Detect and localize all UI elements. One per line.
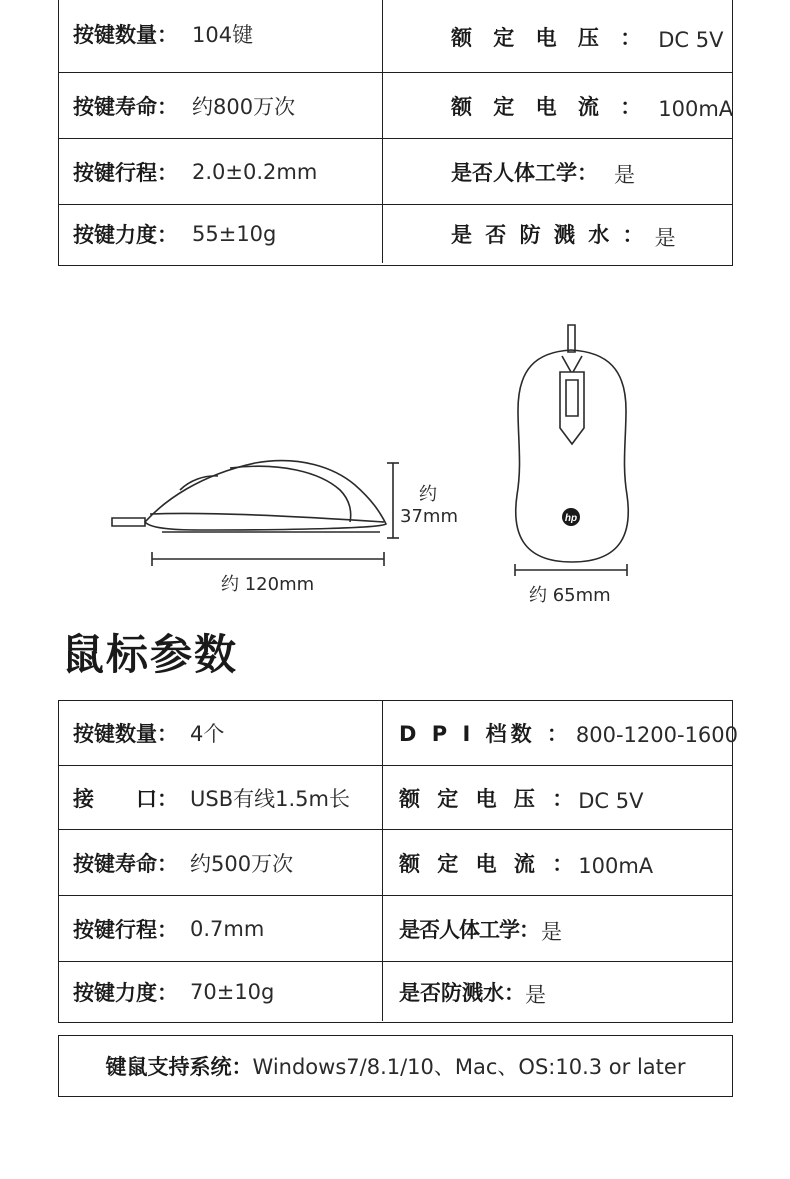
spec-label: 按键寿命： [73, 851, 178, 876]
height-label-approx: 约 [419, 484, 437, 505]
section-title: 鼠标参数 [62, 630, 239, 679]
spec-label: 额 定 电 压 ： [399, 786, 579, 811]
spec-value: 是 [541, 919, 562, 944]
table-row [59, 961, 732, 1021]
table-row [59, 765, 732, 829]
spec-label: 按键数量： [73, 23, 178, 47]
spec-label: 额 定 电 压 ： [451, 26, 649, 50]
spec-label: 是否人体工学： [399, 917, 539, 942]
spec-label: 按键力度： [73, 980, 178, 1005]
height-dimension-line [387, 463, 399, 538]
spec-label: 按键行程： [73, 160, 178, 185]
length-dimension-line [152, 552, 384, 566]
os-support-box [58, 1035, 733, 1097]
spec-label: 额 定 电 流 ： [451, 94, 649, 119]
spec-value: 104键 [192, 23, 254, 47]
spec-value: USB有线1.5m长 [190, 786, 350, 811]
mouse-top-view [516, 325, 629, 562]
mouse-spec-table [58, 700, 739, 1023]
length-label: 约 120mm [221, 574, 315, 595]
hp-logo-text: hp [564, 513, 578, 524]
keyboard-spec-table [58, 0, 733, 266]
spec-value: 2.0±0.2mm [192, 159, 318, 184]
spec-value: DC 5V [578, 788, 644, 813]
spec-label: 是 否 防 溅 水 ： [451, 223, 647, 247]
spec-value: 是 [654, 226, 676, 250]
spec-value: 70±10g [190, 979, 275, 1004]
spec-label: D P I 档数 ： [399, 722, 572, 746]
table-row [59, 72, 732, 138]
table-row [59, 0, 732, 72]
spec-label: 是否人体工学： [451, 160, 598, 185]
spec-value: 约800万次 [192, 94, 296, 119]
hp-logo [562, 508, 580, 526]
width-dimension-line [515, 564, 627, 576]
table-row [59, 701, 739, 765]
mouse-side-view [112, 461, 386, 532]
table-row [59, 895, 732, 961]
spec-label: 按键寿命： [73, 94, 178, 119]
spec-value: 0.7mm [190, 916, 265, 941]
spec-label: 接 口： [73, 786, 178, 811]
spec-value: 4个 [190, 722, 225, 746]
table-row [59, 829, 732, 895]
spec-value: DC 5V [658, 28, 724, 52]
spec-value: 是 [614, 162, 635, 187]
table-row [59, 138, 732, 204]
height-label-value: 37mm [400, 506, 458, 527]
spec-label: 额 定 电 流 ： [399, 851, 579, 876]
width-label: 约 65mm [529, 585, 611, 606]
spec-label: 是否防溅水： [399, 980, 525, 1005]
spec-value: 100mA [578, 853, 654, 878]
spec-value: 是 [525, 982, 546, 1007]
spec-label: 按键力度： [73, 223, 178, 247]
table-row [59, 204, 732, 263]
spec-value: 约500万次 [190, 851, 294, 876]
spec-label: 按键数量： [73, 722, 178, 746]
mouse-dimension-diagram [0, 300, 790, 620]
spec-label: 按键行程： [73, 917, 178, 942]
os-support-value: Windows7/8.1/10、Mac、OS:10.3 or later [252, 1055, 686, 1079]
spec-value: 55±10g [192, 222, 277, 246]
os-support-label: 键鼠支持系统： [105, 1055, 253, 1079]
spec-value: 100mA [658, 96, 734, 121]
spec-value: 800-1200-1600 [575, 723, 739, 747]
